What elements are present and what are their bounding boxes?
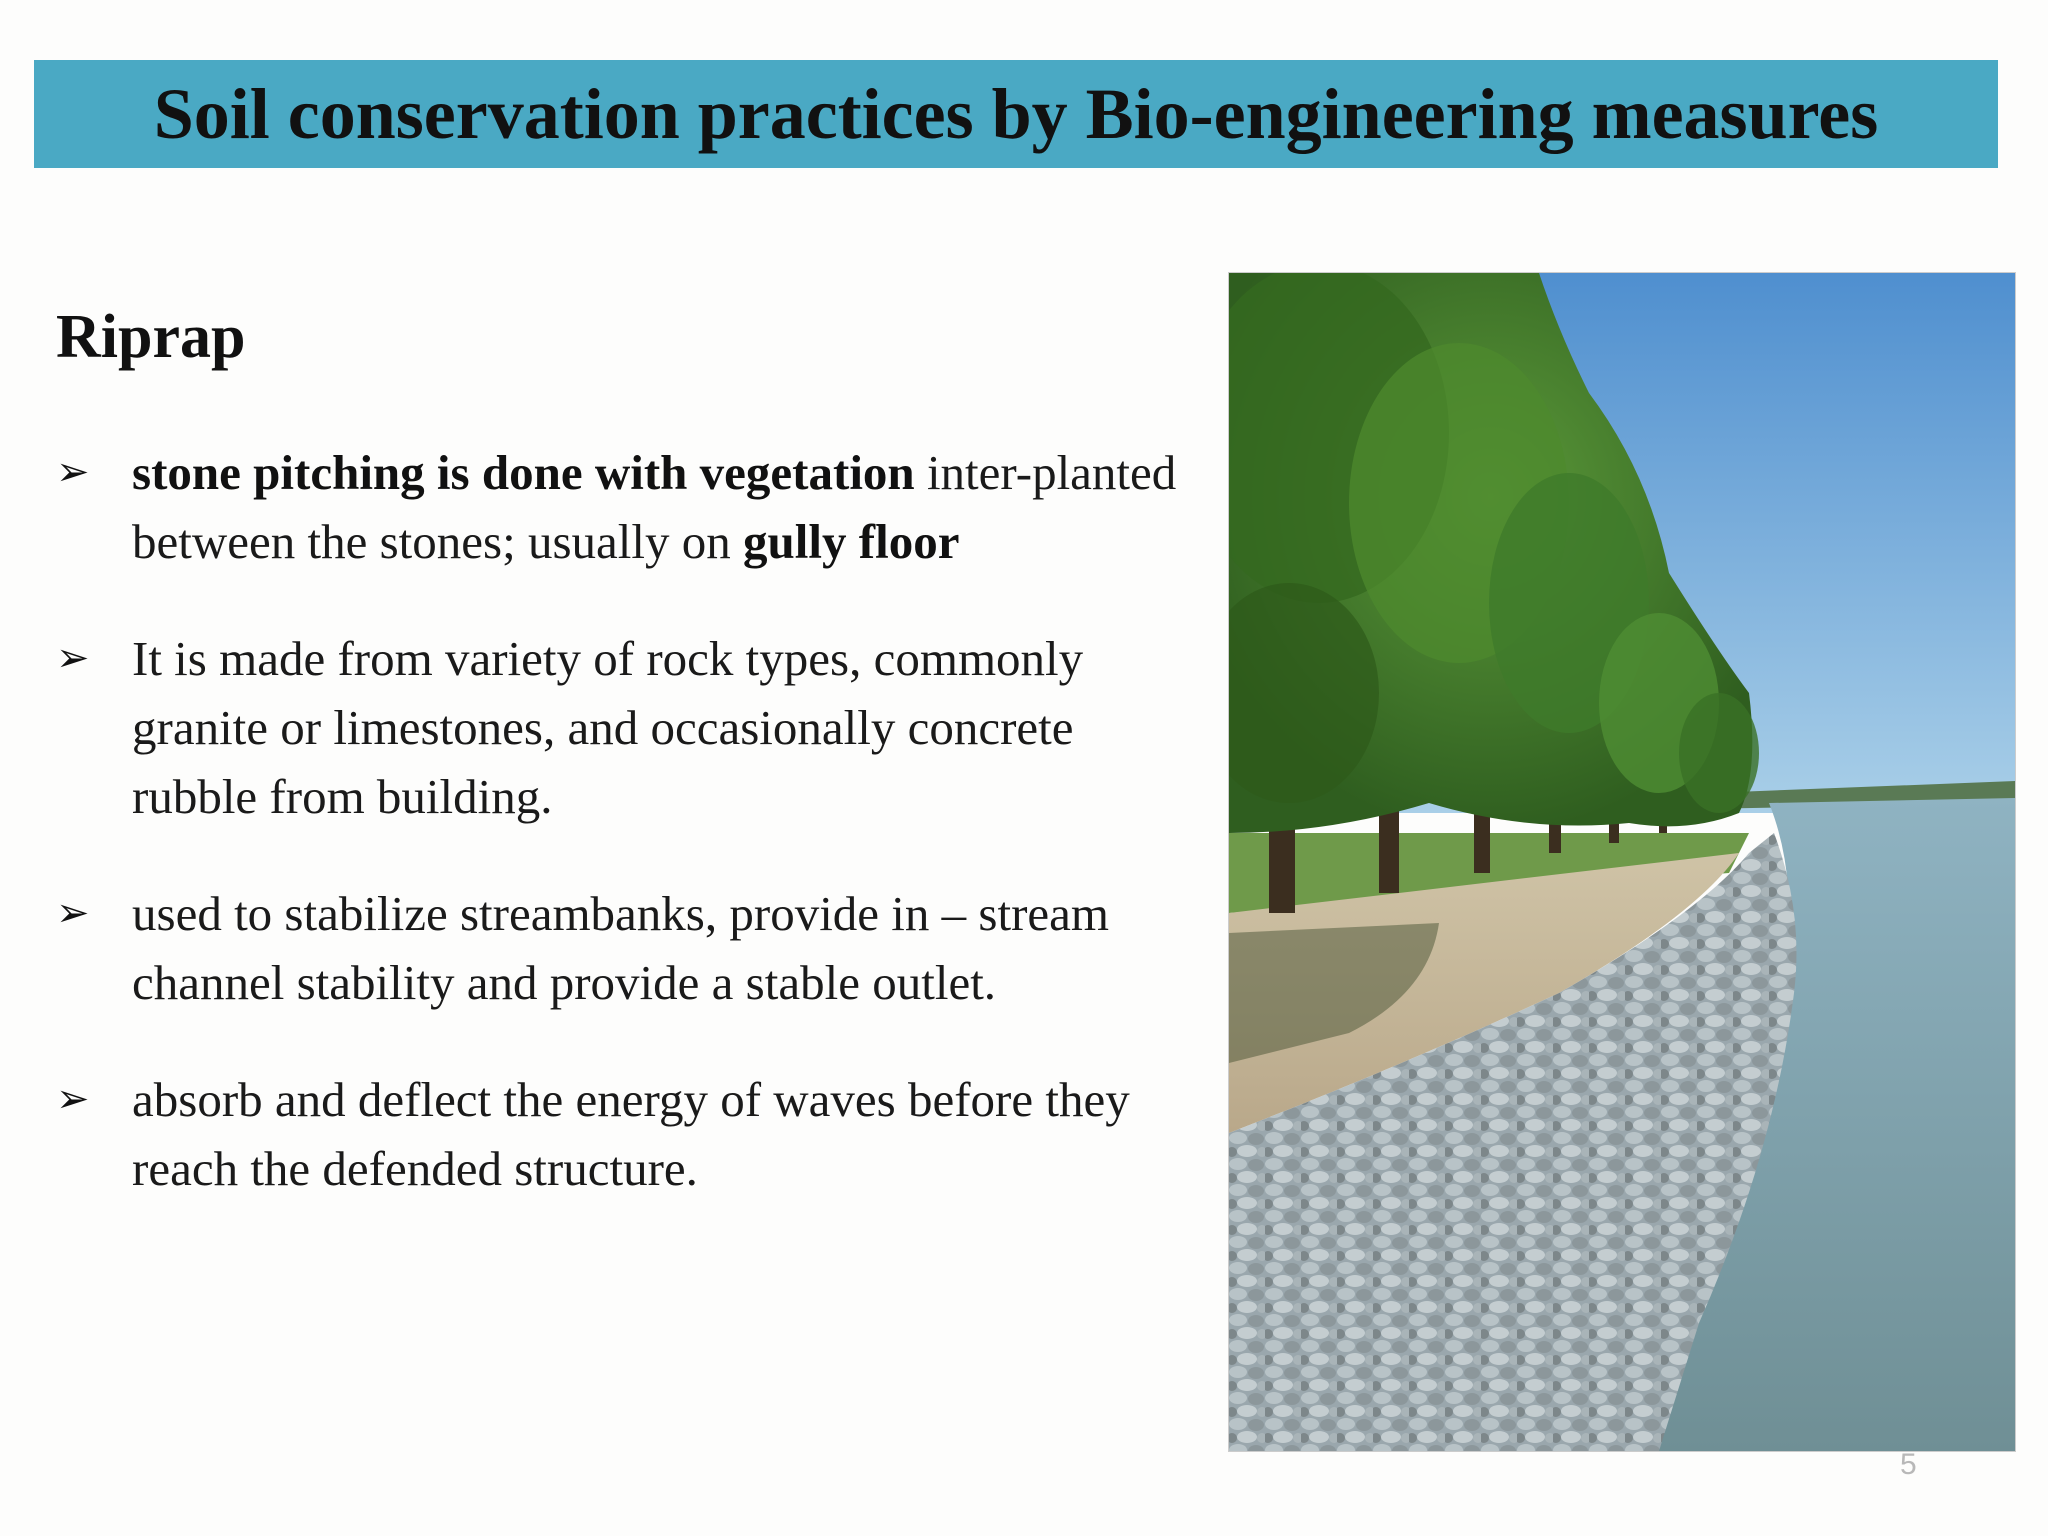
bullet-bold-tail: gully floor	[743, 514, 960, 569]
riprap-riverbank-photo	[1228, 272, 2016, 1452]
arrow-bullet-icon: ➢	[56, 1076, 90, 1122]
bullet-item	[56, 624, 1206, 831]
page-number: 5	[1900, 1448, 1917, 1481]
bullet-text: absorb and deflect the energy of waves before they reach the defended structure.	[132, 1072, 1130, 1196]
section-heading: Riprap	[56, 303, 246, 371]
bullet-text: It is made from variety of rock types, commonly granite or limestones, and occasionally concrete rubble from building.	[132, 631, 1084, 824]
arrow-bullet-icon: ➢	[56, 449, 90, 495]
slide-title: Soil conservation practices by Bio-engineering measures	[153, 73, 1879, 154]
arrow-bullet-icon: ➢	[56, 890, 90, 936]
title-bar	[34, 60, 1998, 168]
bullet-list	[56, 438, 1206, 1251]
bullet-item	[56, 438, 1206, 576]
bullet-bold-lead: stone pitching is done with vegetation	[132, 445, 915, 500]
bullet-item	[56, 879, 1206, 1017]
bullet-text: inter-planted between the stones; usually on	[132, 445, 1177, 569]
riprap-photo-illustration	[1229, 273, 2015, 1451]
arrow-bullet-icon: ➢	[56, 635, 90, 681]
bullet-text: used to stabilize streambanks, provide in – stream channel stability and provide a stable outlet.	[132, 886, 1110, 1010]
bullet-item	[56, 1065, 1206, 1203]
